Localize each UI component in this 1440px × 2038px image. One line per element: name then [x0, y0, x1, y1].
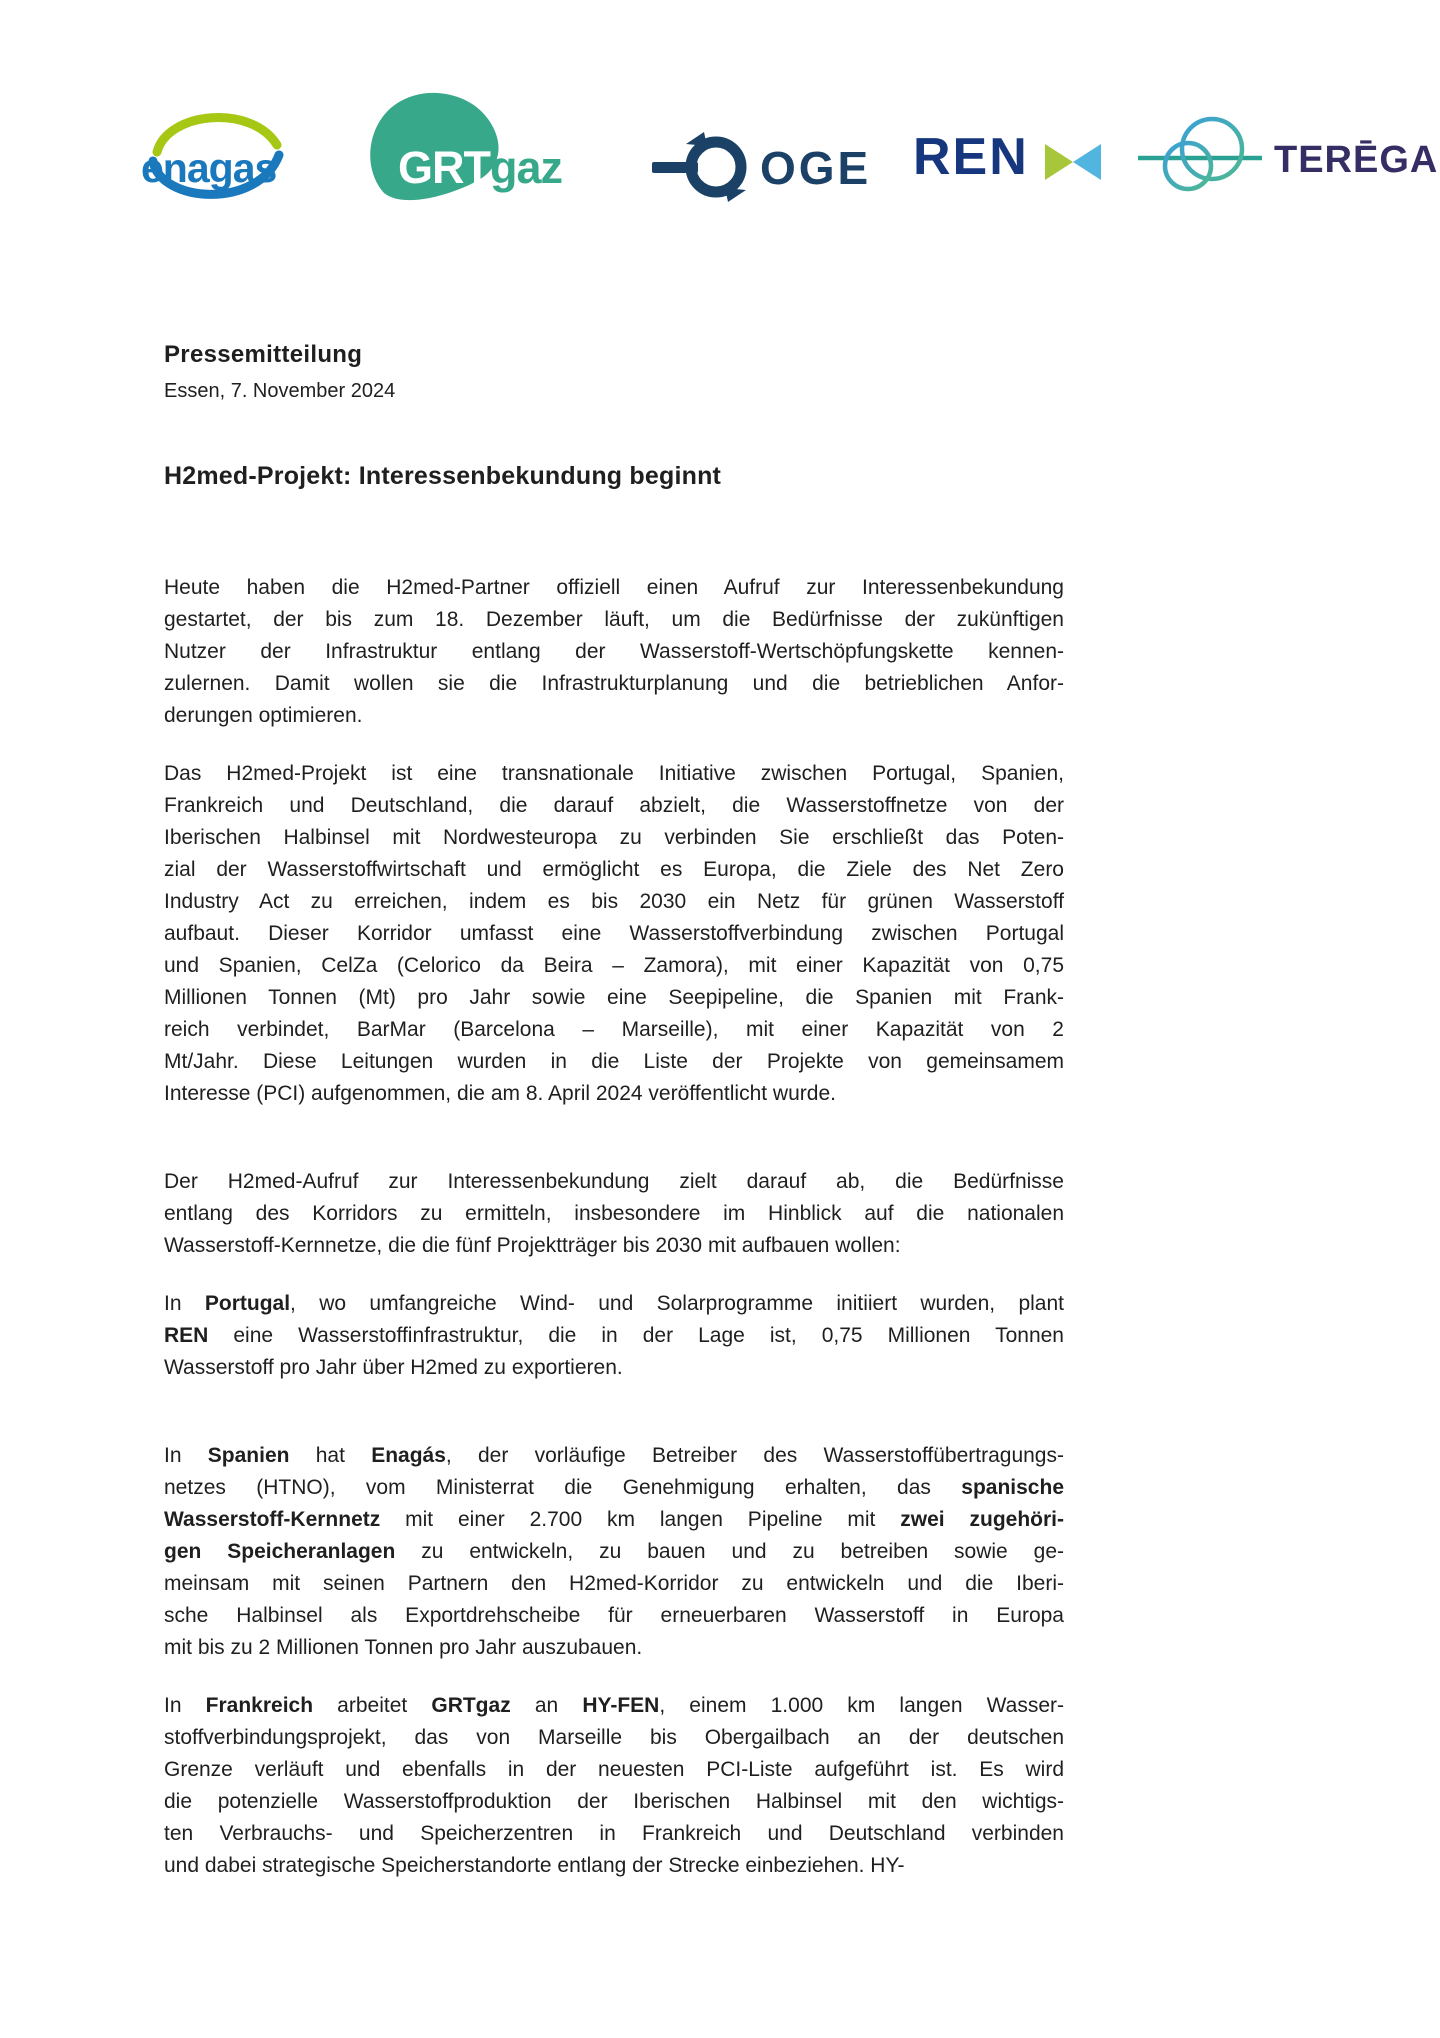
terega-wordmark: TERĒGA: [1274, 139, 1439, 181]
text: Mt/Jahr. Diese Leitungen wurden in die Liste der Projekte von gemeinsamem: [164, 1050, 1064, 1073]
text-line: [164, 1568, 1064, 1600]
text-line: [164, 1046, 1064, 1078]
ren-logo: [913, 122, 1108, 184]
text-line: [164, 1230, 1064, 1262]
text: In: [164, 1694, 206, 1717]
bold-text: Spanien: [207, 1444, 290, 1467]
ren-blue-triangle: [1073, 144, 1101, 180]
text-line: [164, 982, 1064, 1014]
text: Industry Act zu erreichen, indem es bis 2030 ein Netz für grünen Wasserstoff: [164, 890, 1064, 913]
text-line: [164, 604, 1064, 636]
bold-text: Portugal: [204, 1292, 291, 1315]
dateline: Essen, 7. November 2024: [164, 380, 396, 402]
bold-text: Wasserstoff-Kernnetz: [164, 1508, 381, 1531]
text: zu entwickeln, zu bauen und zu betreiben sowie ge-: [395, 1540, 1064, 1563]
text-line: [164, 758, 1064, 790]
text: Heute haben die H2med-Partner offiziell einen Aufruf zur Interessenbekundung: [164, 576, 1064, 599]
text: eine Wasserstoffinfrastruktur, die in der Lage ist, 0,75 Millionen Tonnen: [208, 1324, 1064, 1347]
text: Wasserstoff pro Jahr über H2med zu exportieren.: [164, 1356, 623, 1379]
oge-rotation-icon: [652, 132, 746, 202]
bold-text: Enagás: [371, 1444, 446, 1467]
text: aufbaut. Dieser Korridor umfasst eine Wasserstoffverbindung zwischen Portugal: [164, 922, 1064, 945]
bold-text: zwei zugehöri-: [900, 1508, 1064, 1531]
page-title: H2med-Projekt: Interessenbekundung beginnt: [164, 462, 722, 490]
text-line: [164, 1078, 1064, 1110]
text: hat: [289, 1444, 372, 1467]
text-line: [164, 790, 1064, 822]
bold-text: HY-FEN: [582, 1694, 660, 1717]
text: mit einer 2.700 km langen Pipeline mit: [380, 1508, 901, 1531]
text: Das H2med-Projekt ist eine transnationale Initiative zwischen Portugal, Spanien,: [164, 762, 1064, 785]
text-line: [164, 1352, 1064, 1384]
text: reich verbindet, BarMar (Barcelona – Marseille), mit einer Kapazität von 2: [164, 1018, 1064, 1041]
grtgaz-wordmark-grt: GRT: [398, 142, 490, 193]
logo-bar: [0, 0, 1440, 230]
text: arbeitet: [313, 1694, 432, 1717]
text-line: [164, 1818, 1064, 1850]
text-line: [164, 1166, 1064, 1198]
text-line: [164, 1014, 1064, 1046]
ren-green-triangle: [1045, 144, 1073, 180]
text: , wo umfangreiche Wind- und Solarprogramme initiiert wurden, plant: [290, 1292, 1064, 1315]
ren-wordmark: REN: [913, 128, 1029, 184]
text: mit bis zu 2 Millionen Tonnen pro Jahr auszubauen.: [164, 1636, 643, 1659]
text: Grenze verläuft und ebenfalls in der neuesten PCI-Liste aufgeführt ist. Es wird: [164, 1758, 1064, 1781]
terega-logo: [1138, 106, 1440, 206]
text: meinsam mit seinen Partnern den H2med-Korridor zu entwickeln und die Iberi-: [164, 1572, 1064, 1595]
text-line: [164, 700, 1064, 732]
kicker: Pressemitteilung: [164, 341, 363, 368]
text: ten Verbrauchs- und Speicherzentren in Frankreich und Deutschland verbinden: [164, 1822, 1064, 1845]
text-line: [164, 1850, 1064, 1882]
text-line: [164, 1722, 1064, 1754]
text: , einem 1.000 km langen Wasser-: [659, 1694, 1065, 1717]
text: Iberischen Halbinsel mit Nordwesteuropa zu verbinden Sie erschließt das Poten-: [164, 826, 1064, 849]
text-line: [164, 1320, 1064, 1352]
enagas-wordmark: enagas: [141, 145, 277, 191]
text: Interesse (PCI) aufgenommen, die am 8. April 2024 veröffentlicht wurde.: [164, 1082, 836, 1105]
body-text: [164, 572, 1064, 1908]
text-line: [164, 1198, 1064, 1230]
text: entlang des Korridors zu ermitteln, insbesondere im Hinblick auf die nationalen: [164, 1202, 1064, 1225]
paragraph: [164, 1136, 1064, 1288]
paragraph: [164, 1690, 1064, 1908]
text-line: [164, 1504, 1064, 1536]
text: Nutzer der Infrastruktur entlang der Wasserstoff-Wertschöpfungskette kennen-: [164, 640, 1064, 663]
enagas-logo: [140, 98, 292, 210]
text: , der vorläufige Betreiber des Wasserstoffübertragungs-: [445, 1444, 1064, 1467]
text-line: [164, 1288, 1064, 1320]
text: Millionen Tonnen (Mt) pro Jahr sowie eine Seepipeline, die Spanien mit Frank-: [164, 986, 1064, 1009]
text: sche Halbinsel als Exportdrehscheibe für erneuerbaren Wasserstoff in Europa: [164, 1604, 1064, 1627]
text: Der H2med-Aufruf zur Interessenbekundung zielt darauf ab, die Bedürfnisse: [164, 1170, 1064, 1193]
text: Frankreich und Deutschland, die darauf abzielt, die Wasserstoffnetze von der: [164, 794, 1064, 817]
text-line: [164, 1600, 1064, 1632]
paragraph: [164, 572, 1064, 758]
text: zulernen. Damit wollen sie die Infrastrukturplanung und die betrieblichen Anfor-: [164, 672, 1064, 695]
bold-text: spanische: [961, 1476, 1064, 1499]
text: derungen optimieren.: [164, 704, 363, 727]
text-line: [164, 950, 1064, 982]
text-line: [164, 1536, 1064, 1568]
text-line: [164, 1632, 1064, 1664]
text: In: [164, 1292, 205, 1315]
text: Wasserstoff-Kernnetze, die die fünf Projektträger bis 2030 mit aufbauen wollen:: [164, 1234, 901, 1257]
text: netzes (HTNO), vom Ministerrat die Genehmigung erhalten, das: [164, 1476, 962, 1499]
text: und Spanien, CelZa (Celorico da Beira – Zamora), mit einer Kapazität von 0,75: [164, 954, 1064, 977]
text: die potenzielle Wasserstoffproduktion der Iberischen Halbinsel mit den wichtigs-: [164, 1790, 1064, 1813]
bold-text: REN: [164, 1324, 209, 1347]
paragraph: [164, 1288, 1064, 1410]
text-line: [164, 1440, 1064, 1472]
text-line: [164, 636, 1064, 668]
text-line: [164, 918, 1064, 950]
grtgaz-logo: [368, 90, 603, 210]
bold-text: Frankreich: [205, 1694, 314, 1717]
text-line: [164, 1690, 1064, 1722]
bold-text: GRTgaz: [431, 1694, 511, 1717]
text-line: [164, 1472, 1064, 1504]
paragraph: [164, 1410, 1064, 1690]
text-line: [164, 886, 1064, 918]
text: In: [164, 1444, 208, 1467]
grtgaz-wordmark-gaz: gaz: [490, 142, 563, 193]
text: zial der Wasserstoffwirtschaft und ermöglicht es Europa, die Ziele des Net Zero: [164, 858, 1064, 881]
oge-logo: [652, 128, 907, 206]
text: gestartet, der bis zum 18. Dezember läuft, um die Bedürfnisse der zukünftigen: [164, 608, 1064, 631]
text: an: [510, 1694, 583, 1717]
text: stoffverbindungsprojekt, das von Marseille bis Obergailbach an der deutschen: [164, 1726, 1064, 1749]
text-line: [164, 822, 1064, 854]
text-line: [164, 1786, 1064, 1818]
paragraph: [164, 758, 1064, 1136]
text-line: [164, 854, 1064, 886]
bold-text: gen Speicheranlagen: [164, 1540, 396, 1563]
text-line: [164, 572, 1064, 604]
text-line: [164, 668, 1064, 700]
text: und dabei strategische Speicherstandorte entlang der Strecke einbeziehen. HY-: [164, 1854, 905, 1877]
oge-wordmark: OGE: [760, 142, 872, 194]
text-line: [164, 1754, 1064, 1786]
